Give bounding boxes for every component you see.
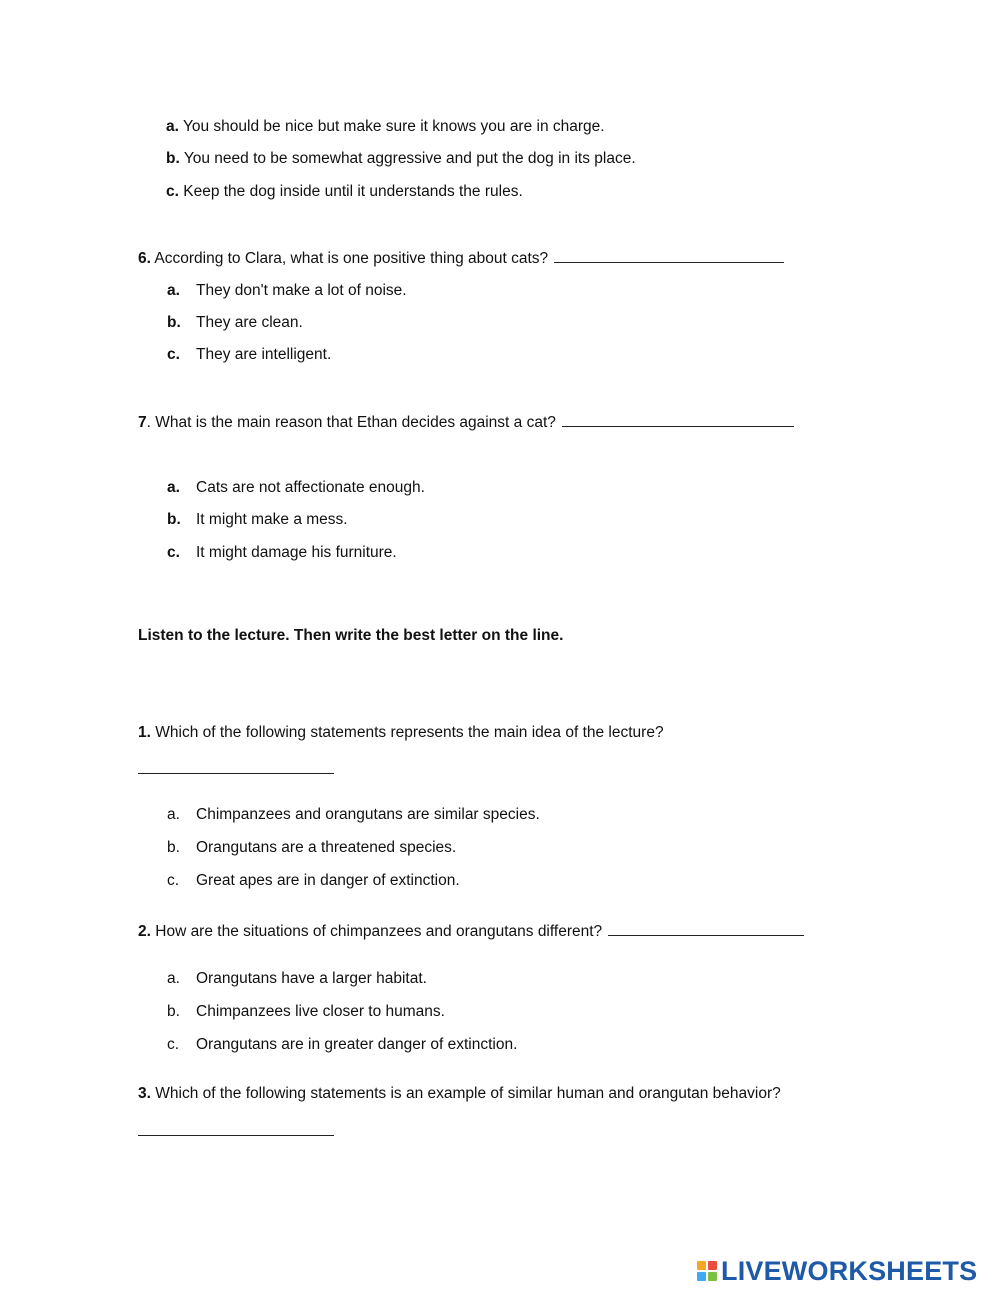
lq1-option-a xyxy=(167,805,540,825)
option-letter: a. xyxy=(166,118,179,135)
option-text: You need to be somewhat aggressive and put the dog in its place. xyxy=(183,150,636,167)
question-number: 7 xyxy=(138,414,147,431)
logo-text: LIVEWORKSHEETS xyxy=(721,1255,978,1286)
option-text: Chimpanzees and orangutans are similar species. xyxy=(196,806,540,823)
option-text: Chimpanzees live closer to humans. xyxy=(196,1003,445,1020)
option-text: Orangutans have a larger habitat. xyxy=(196,970,427,987)
q5-option-a xyxy=(166,117,605,137)
option-letter: b. xyxy=(167,314,181,331)
option-letter: b. xyxy=(166,150,180,167)
lq2-option-b xyxy=(167,1002,445,1022)
question-number: 2. xyxy=(138,923,151,940)
question-number: 1. xyxy=(138,724,151,741)
answer-blank[interactable] xyxy=(608,920,804,936)
question-text: According to Clara, what is one positive thing about cats? xyxy=(154,250,549,267)
logo-block xyxy=(697,1272,706,1281)
logo-block xyxy=(697,1261,706,1270)
option-letter: c. xyxy=(167,1036,180,1053)
answer-blank[interactable] xyxy=(138,758,334,774)
option-text: Cats are not affectionate enough. xyxy=(196,479,425,496)
question-text: Which of the following statements represents the main idea of the lecture? xyxy=(155,724,664,741)
lq1-option-b xyxy=(167,838,456,858)
q6-option-a xyxy=(167,281,407,301)
q5-option-b xyxy=(166,149,636,169)
lecture-question-3 xyxy=(138,1084,781,1104)
option-text: It might make a mess. xyxy=(196,511,348,528)
logo-block xyxy=(708,1261,717,1270)
option-letter: a. xyxy=(167,479,180,496)
lecture-question-1 xyxy=(138,723,664,743)
question-text: . What is the main reason that Ethan decides against a cat? xyxy=(146,414,556,431)
q7-option-a xyxy=(167,478,425,498)
option-letter: a. xyxy=(167,806,180,823)
lq1-option-c xyxy=(167,871,460,891)
question-6 xyxy=(138,247,784,269)
option-letter: c. xyxy=(167,872,180,889)
option-text: Great apes are in danger of extinction. xyxy=(196,872,460,889)
q7-option-b xyxy=(167,510,348,530)
option-text: It might damage his furniture. xyxy=(196,544,397,561)
question-text: Which of the following statements is an example of similar human and orangutan behavior? xyxy=(155,1085,781,1102)
q6-option-c xyxy=(167,345,331,365)
logo-block xyxy=(708,1272,717,1281)
option-letter: b. xyxy=(167,839,180,856)
option-letter: c. xyxy=(167,346,180,363)
option-letter: a. xyxy=(167,970,180,987)
q5-option-c xyxy=(166,182,523,202)
lecture-question-2 xyxy=(138,920,804,942)
lecture-question-1-blank-row xyxy=(138,758,334,780)
section-instruction: Listen to the lecture. Then write the best letter on the line. xyxy=(138,627,564,644)
lq2-option-c xyxy=(167,1035,517,1055)
option-text: Keep the dog inside until it understands the rules. xyxy=(183,183,523,200)
option-letter: b. xyxy=(167,511,181,528)
option-text: You should be nice but make sure it knows you are in charge. xyxy=(182,118,605,135)
option-text: They don't make a lot of noise. xyxy=(196,282,407,299)
question-number: 3. xyxy=(138,1085,151,1102)
liveworksheets-logo xyxy=(697,1257,977,1285)
answer-blank[interactable] xyxy=(138,1120,334,1136)
option-text: Orangutans are in greater danger of extinction. xyxy=(196,1036,518,1053)
lq2-option-a xyxy=(167,969,427,989)
option-text: They are clean. xyxy=(196,314,303,331)
option-text: They are intelligent. xyxy=(196,346,332,363)
option-letter: c. xyxy=(166,183,179,200)
q6-option-b xyxy=(167,313,303,333)
answer-blank[interactable] xyxy=(554,247,784,263)
question-number: 6. xyxy=(138,250,151,267)
question-text: How are the situations of chimpanzees and orangutans different? xyxy=(155,923,603,940)
logo-blocks-icon xyxy=(697,1261,717,1281)
option-text: Orangutans are a threatened species. xyxy=(196,839,457,856)
answer-blank[interactable] xyxy=(562,411,794,427)
question-7 xyxy=(138,411,794,433)
option-letter: c. xyxy=(167,544,180,561)
option-letter: a. xyxy=(167,282,180,299)
lecture-question-3-blank-row xyxy=(138,1120,334,1142)
option-letter: b. xyxy=(167,1003,180,1020)
q7-option-c xyxy=(167,543,397,563)
